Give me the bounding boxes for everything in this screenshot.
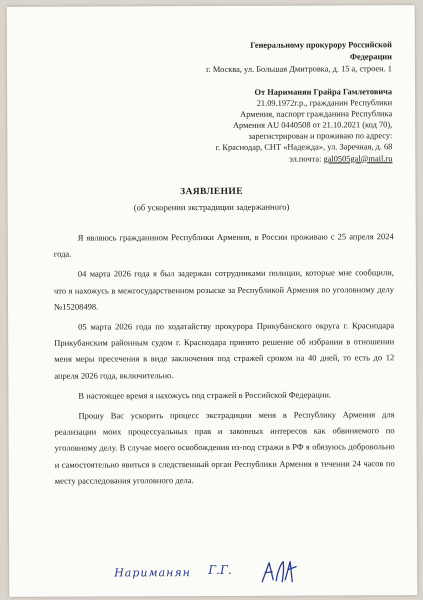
sender-name: От Нариманян Грайра Гамлетовича — [254, 87, 393, 97]
document-page — [7, 5, 418, 597]
sender-passport-2: Армения AU 0440508 от 21.10.2021 (код 70), — [232, 120, 393, 131]
addressee-line-1: Генеральному прокурору Российской — [250, 40, 392, 50]
document-subtitle: (об ускорении экстрадиции задержанного) — [133, 201, 290, 213]
paragraph-1: Я являюсь гражданином Республики Армения, в России проживаю с 25 апреля 2024 года. — [53, 231, 394, 259]
addressee-block — [127, 39, 392, 77]
document-title: ЗАЯВЛЕНИЕ — [180, 186, 243, 198]
signature-initials: Г.Г. — [208, 562, 232, 578]
paragraph-2: 04 марта 2026 года я был задержан сотрудниками полиции, которые мне сообщили, что я нахожусь в межгосударственном розыске за Республикой Армения по уголовному делу №15208498. — [53, 267, 394, 312]
sender-block — [137, 86, 392, 165]
email-label: эл.почта: — [289, 154, 322, 164]
handwritten-signature — [114, 562, 314, 593]
addressee-address: г. Москва, ул. Большая Дмитровка, д. 15 а, строен. 1 — [206, 64, 393, 75]
sender-passport-1: Армения, паспорт гражданина Республика — [240, 109, 393, 120]
document-body — [54, 228, 395, 493]
sender-email-line — [137, 153, 392, 165]
signature-name: Нариманян — [114, 566, 191, 580]
email-link[interactable]: gal0505gal@mail.ru — [323, 153, 393, 164]
sender-birth: 21.09.1972г.р., гражданин Республики — [256, 98, 393, 108]
addressee-line-2: Федерации — [349, 52, 392, 62]
paragraph-3: 05 марта 2026 года по ходатайству прокурора Прикубанского округа г. Краснодара Прикубанским районным судом г. Краснодара принято решение об избрании в отношении меня меры пресечения в виде заключения под стражей сроком на 40 дней, то есть до 12 апреля 2026 года, включительно. — [54, 320, 395, 381]
paragraph-4: В настоящее время я нахожусь под стражей в Российской Федерации. — [78, 389, 332, 401]
signature-scribble — [259, 558, 299, 586]
sender-registration: зарегистрирован и проживаю по адресу: — [248, 131, 393, 142]
sender-address: г. Краснодар, СНТ «Надежда», ул. Заречная, д. 68 — [215, 142, 393, 153]
paragraph-5: Прошу Вас ускорить процесс экстрадиции меня в Республику Армения для реализации моих процессуальных прав и законных интересов как обвиняемого по уголовному делу. В случае моего освобождения из-под стражи в РФ я обязуюсь добровольно и самостоятельно явиться в следственный орган Республики Армения в течении 24 часов по месту расследования уголовного дела. — [54, 409, 395, 486]
